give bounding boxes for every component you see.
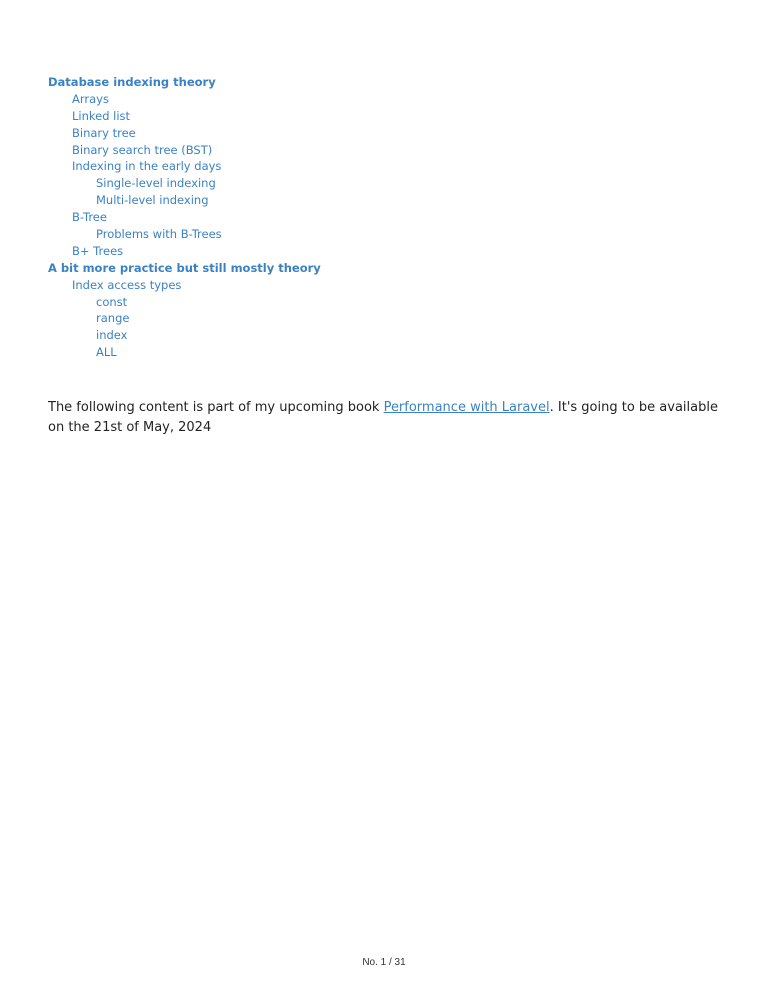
intro-text-before: The following content is part of my upcoming book — [48, 400, 384, 415]
toc-link-b-plus-trees[interactable]: B+ Trees — [72, 243, 124, 258]
toc-link-problems-with-b-trees[interactable]: Problems with B-Trees — [96, 227, 222, 242]
table-of-contents — [48, 74, 321, 361]
page-number: No. 1 / 31 — [362, 957, 406, 968]
toc-link-arrays[interactable]: Arrays — [72, 91, 109, 106]
toc-link-indexing-early-days[interactable]: Indexing in the early days — [72, 159, 222, 174]
toc-link-binary-tree[interactable]: Binary tree — [72, 125, 136, 140]
toc-link-b-tree[interactable]: B-Tree — [72, 210, 107, 225]
toc-link-single-level-indexing[interactable]: Single-level indexing — [96, 176, 216, 191]
toc-link-const[interactable]: const — [96, 294, 128, 309]
intro-text-after: . It's going to be available on the 21st of May, 2024 — [48, 400, 718, 435]
toc-link-range[interactable]: range — [96, 311, 130, 326]
toc-link-index-access-types[interactable]: Index access types — [72, 277, 182, 292]
toc-link-binary-search-tree[interactable]: Binary search tree (BST) — [72, 142, 213, 157]
book-link[interactable]: Performance with Laravel — [383, 400, 550, 415]
intro-paragraph — [48, 398, 720, 438]
toc-link-linked-list[interactable]: Linked list — [72, 108, 131, 123]
toc-link-all[interactable]: ALL — [96, 345, 117, 360]
toc-link-multi-level-indexing[interactable]: Multi-level indexing — [96, 193, 209, 208]
toc-link-more-practice[interactable]: A bit more practice but still mostly theory — [48, 260, 321, 275]
toc-link-index[interactable]: index — [96, 328, 128, 343]
toc-link-database-indexing-theory[interactable]: Database indexing theory — [48, 75, 216, 89]
